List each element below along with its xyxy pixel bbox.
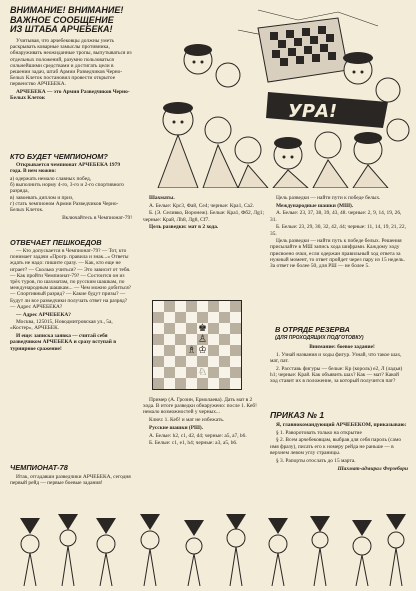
- intro-paragraph: Учитывая, что арчебековцы должны уметь раскрывать коварные замыслы противника, обнаруживать неожиданные тропы, выпутываться из отдельных положений, разумно пользоваться сильнейшими средствами и достигать цели в решении задач, штаб Армии Разведчиков Черно-Белых Клеток постановил провести открытое первенство АРЧЕБЕКА.: [10, 38, 132, 88]
- champion-item: б) выполнить норму 4-го, 3-го и 2-го спортивного разряда,: [10, 182, 124, 195]
- board-square: [219, 367, 230, 378]
- goal1: Цель разведки — найти пути к победе белых.: [276, 195, 381, 201]
- board-square: [175, 334, 186, 345]
- board-square: [230, 345, 241, 356]
- board-square: [186, 367, 197, 378]
- board-square: [175, 301, 186, 312]
- chess-piece: ♘: [198, 367, 207, 378]
- board-square: [208, 334, 219, 345]
- chess-piece: ♚: [198, 323, 207, 334]
- intro-text: [10, 38, 132, 103]
- chess-goal: Цель разведки: мат в 2 хода.: [149, 224, 219, 231]
- answers-closing: И еще: записка заявка — считай себя разведчиком АРЧЕБЕКА и сразу вступай в турнирное сражение!: [10, 333, 117, 352]
- answers-text: [10, 248, 132, 448]
- chess-board: [152, 300, 242, 390]
- board-square: [197, 301, 208, 312]
- cartoon-battle-illustration: [138, 0, 414, 188]
- board-square: [175, 367, 186, 378]
- board-square: [208, 345, 219, 356]
- champion-intro: Открывается чемпионат АРЧЕБЕКА 1979 года. В нем можно:: [10, 162, 121, 175]
- chess-piece: ♔: [198, 345, 207, 356]
- championship-paragraph: Итак, отгадавши разведчики АРЧЕБЕКА, сегодня первый рейд — первые боевые задания!: [10, 474, 131, 487]
- champion-text: [10, 162, 132, 221]
- chess-caption-text: Пример (А. Грозин, Ермолаева). Дать мат в 2 хода. В итоге разведки обнаружено: после 1. Кеб! немало возможностей у черных...: [143, 397, 257, 416]
- champion-item: г) стать чемпионом Армии Разведчиков Черно-Белых Клеток.: [10, 200, 119, 213]
- board-square: [230, 312, 241, 323]
- chess-caption: [143, 397, 265, 448]
- board-square: [164, 367, 175, 378]
- reserve-attention: Внимание: боевое задание!: [309, 344, 375, 350]
- board-square: [153, 367, 164, 378]
- board-square: [153, 345, 164, 356]
- board-square: [164, 323, 175, 334]
- board-square: [219, 301, 230, 312]
- board-square: [219, 345, 230, 356]
- champion-title: КТО БУДЕТ ЧЕМПИОНОМ?: [10, 152, 108, 161]
- chess-problem-b: Б. (Э. Селивко, Воронеж). Белые: Кра1, Фб2, Лg1; черные: Кра8, Лh8, Лg8, Сf7.: [143, 210, 264, 223]
- board-square: [175, 345, 186, 356]
- champion-sign: Включайтесь в Чемпионат-79!: [62, 215, 132, 222]
- chess-diagram: [152, 300, 242, 390]
- board-square: [153, 323, 164, 334]
- board-square: [208, 367, 219, 378]
- russian-a: А. Белые: h2, c1, d2, d4; черные: a5, a7, b6.: [149, 432, 247, 439]
- main-headline: [10, 6, 140, 35]
- board-square: [230, 334, 241, 345]
- board-square: [208, 312, 219, 323]
- intl-title: Международные шашки (МШ).: [276, 202, 354, 209]
- headline-line1: ВНИМАНИЕ! ВНИМАНИЕ!: [10, 5, 124, 15]
- board-square: [175, 378, 186, 389]
- board-square: [186, 323, 197, 334]
- chess-title: Шахматы.: [149, 195, 175, 201]
- board-square: [208, 301, 219, 312]
- board-square: [164, 301, 175, 312]
- board-square: [164, 356, 175, 367]
- board-square: [208, 323, 219, 334]
- goal2: Цель разведки — найти путь к победе белых. Решения присылайте в МШ запись хода шифрами. Каждому ходу присвоено очки, если одержан правильный ход ответа за нужный момент, то ответ пройдет через пару из 15 недель. За ответ не более 50, для РШ — не более 5.: [270, 238, 405, 270]
- order-title: ПРИКАЗ № 1: [270, 410, 325, 420]
- order-intro: Я, главнокомандующий АРЧЕБЕКОМ, приказываю:: [276, 422, 407, 428]
- intro-highlight: АРЧЕБЕКА — это Армия Разведчиков Черно-Белых Клеток: [10, 89, 130, 102]
- board-square: [153, 312, 164, 323]
- board-square: [208, 378, 219, 389]
- order-item3: § 3. Рапорты отослать до 15 марта.: [276, 457, 356, 464]
- cartoon-parade-illustration: [10, 508, 408, 586]
- championship-title: ЧЕМПИОНАТ-78: [10, 463, 68, 472]
- board-square: [186, 334, 197, 345]
- board-square: [186, 378, 197, 389]
- chess-problem-text: [143, 195, 265, 232]
- champion-item: а) одержать немало славных побед,: [10, 175, 92, 182]
- order-sign: Шахмат-адмирал Ферзебори: [337, 465, 408, 472]
- chess-key: Ключ: 1. Кеб! и мат не избежать.: [149, 417, 225, 424]
- board-square: [230, 378, 241, 389]
- board-square: [153, 378, 164, 389]
- board-square: [197, 378, 208, 389]
- answers-title: ОТВЕЧАЕТ ПЕШКОЕДОВ: [10, 238, 102, 247]
- russian-title: Русские шашки (РШ).: [149, 424, 204, 431]
- illustration-battle: [138, 0, 414, 188]
- goals-text: [270, 195, 408, 271]
- svg-text:УРА!: УРА!: [288, 101, 338, 122]
- board-square: [153, 334, 164, 345]
- board-square: [175, 312, 186, 323]
- board-square: [230, 301, 241, 312]
- board-square: [186, 301, 197, 312]
- board-square: [186, 312, 197, 323]
- board-square: [230, 323, 241, 334]
- board-square: [197, 312, 208, 323]
- reserve-text: [270, 344, 408, 386]
- headline-line2: ВАЖНОЕ СООБЩЕНИЕ: [10, 14, 114, 25]
- champion-item: в) завоевать диплом и приз,: [10, 194, 74, 201]
- board-square: [219, 356, 230, 367]
- board-square: [219, 378, 230, 389]
- board-square: [219, 323, 230, 334]
- order-text: [270, 422, 408, 472]
- board-square: [197, 356, 208, 367]
- board-square: [208, 356, 219, 367]
- board-square: [219, 312, 230, 323]
- board-square: [230, 356, 241, 367]
- intl-b: Б. Белые: 23, 29, 30, 32, 42, 44; черные: 11, 14, 19, 21, 22, 35.: [270, 224, 406, 237]
- board-square: [186, 356, 197, 367]
- reserve-subtitle: (ДЛЯ ПРОХОДЯЩИХ ПОДГОТОВКУ): [275, 335, 364, 341]
- chess-piece: ♙: [198, 334, 207, 345]
- address-text: Москва, 125015, Новодмитровская ул., 5а, «Костер», АРЧЕБЕК.: [10, 319, 113, 332]
- board-square: [164, 312, 175, 323]
- reserve-task2: 2. Расставь фигуры — белые: Кр (король) е2, Л (ладья) h1; черные: Кра8. Как объявить шах? Как — мат? Какой ход ставит их в положение, за который получится пат?: [270, 365, 403, 385]
- board-square: [153, 301, 164, 312]
- championship-text: [10, 474, 132, 488]
- board-square: [175, 323, 186, 334]
- order-item1: § 1. Раворотовать только на открытие: [276, 429, 362, 436]
- board-square: [175, 356, 186, 367]
- illustration-bottom: [10, 508, 408, 586]
- board-square: [164, 378, 175, 389]
- board-square: [153, 356, 164, 367]
- board-square: [164, 345, 175, 356]
- order-item2: § 2. Всем арчебековцам, выбрав для себя пароль (само имя фразу), писать его к номеру рейда не раньше — в верхнем левом углу страницы.: [270, 437, 402, 456]
- board-square: [164, 334, 175, 345]
- answers-paragraph: — Кто допускается в Чемпионат-79? — Тот, кто понимает задачи «Прогр. правила и знак...» Ответы ждать не надо: пишите сразу. — Как, кто еще не играет? — Сколько учиться? — Это зависит от тебя. — Как пройти Чемпионат-79? — Состоится он из трёх туров, по шахматам, по русским шашкам, по международным шашкам... — Чем можно добиться? — Спортивный разряд? — Какие будут призы? — Будут ли все разведчики получать ответ на разряд? — Адрес АРЧЕБЕКА?: [10, 248, 132, 310]
- reserve-title: В ОТРЯДЕ РЕЗЕРВА: [275, 325, 350, 334]
- intl-a: А. Белые: 23, 37, 38, 39, 43, 48. черные: 2, 9, 14, 19, 26, 31.: [270, 210, 402, 223]
- chess-piece: ♗: [187, 345, 196, 356]
- reserve-task1: 1. Узнай названия и ходы фигур. Узнай, что такое шах, мат, пат.: [270, 351, 402, 364]
- russian-b: Б. Белые: c1, e1, h4; черные: a3, a5, b6.: [149, 440, 238, 447]
- board-square: [219, 334, 230, 345]
- board-square: [230, 367, 241, 378]
- address-label: — Адрес АРЧЕБЕКА?: [16, 311, 71, 318]
- chess-problem-a: А. Белые: Крс3, Фа8, Се4; черные: Кра1, Са2.: [149, 202, 254, 209]
- headline-line3: ИЗ ШТАБА АРЧЕБЕКА!: [10, 24, 113, 34]
